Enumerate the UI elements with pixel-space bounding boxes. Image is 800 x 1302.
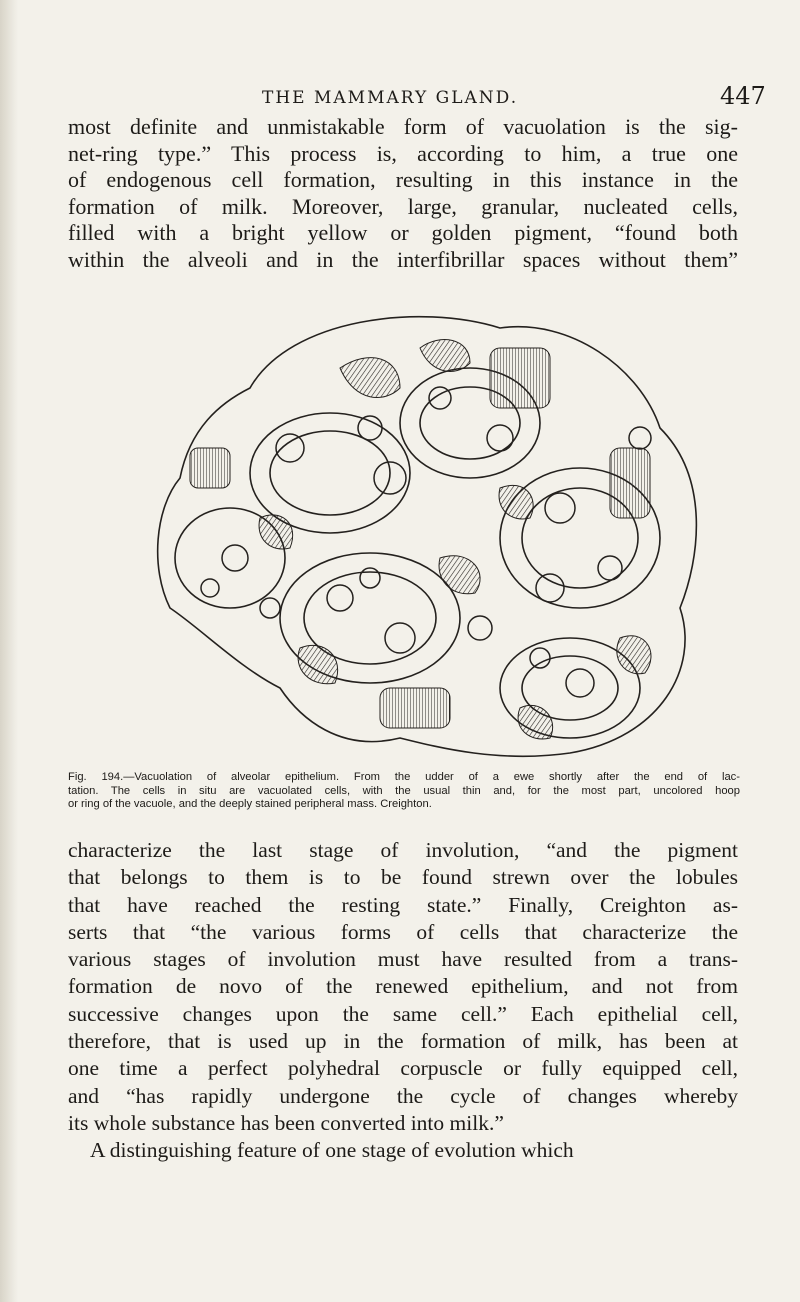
running-head [0,82,800,112]
text-line: of endogenous cell formation, resulting in this instance in the [68,167,738,192]
text-line: A distinguishing feature of one stage of evolution which [90,1138,574,1163]
text-line: that have reached the resting state.” Finally, Creighton as- [68,892,738,917]
caption-line: tation. The cells in situ are vacuolated cells, with the usual thin and, for the most part, uncolored hoop [68,784,740,797]
text-line: that belongs to them is to be found strewn over the lobules [68,865,738,890]
figure-caption [68,771,740,812]
caption-line: Fig. 194.—Vacuolation of alveolar epithelium. From the udder of a ewe shortly after the end of lac- [68,771,740,783]
text-line: characterize the last stage of involution, “and the pigment [68,838,738,862]
text-line: and “has rapidly undergone the cycle of changes whereby [68,1083,738,1108]
text-line: successive changes upon the same cell.” Each epithelial cell, [68,1001,738,1026]
running-title: THE MAMMARY GLAND. [262,88,519,108]
histology-illustration [140,308,720,760]
paragraph-top [68,114,738,273]
text-line: serts that “the various forms of cells that characterize the [68,919,738,944]
text-line: formation de novo of the renewed epithelium, and not from [68,974,738,999]
text-line: one time a perfect polyhedral corpuscle or fully equipped cell, [68,1056,738,1081]
paragraph-bottom [68,837,738,1165]
page-spine-shadow [0,0,18,1302]
text-line: formation of milk. Moreover, large, granular, nucleated cells, [68,193,738,219]
page-number: 447 [720,82,766,110]
text-line: most definite and unmistakable form of vacuolation is the sig- [68,114,738,139]
text-line: therefore, that is used up in the formation of milk, has been at [68,1029,738,1054]
caption-line: or ring of the vacuole, and the deeply stained peripheral mass. Creighton. [68,798,432,811]
text-line: its whole substance has been converted into milk.” [68,1110,504,1135]
text-line: within the alveoli and in the interfibrillar spaces without them” [68,246,738,272]
text-line: various stages of involution must have resulted from a trans- [68,947,738,972]
text-line: net-ring type.” This process is, according to him, a true one [68,140,738,166]
text-line: filled with a bright yellow or golden pigment, “found both [68,220,738,245]
